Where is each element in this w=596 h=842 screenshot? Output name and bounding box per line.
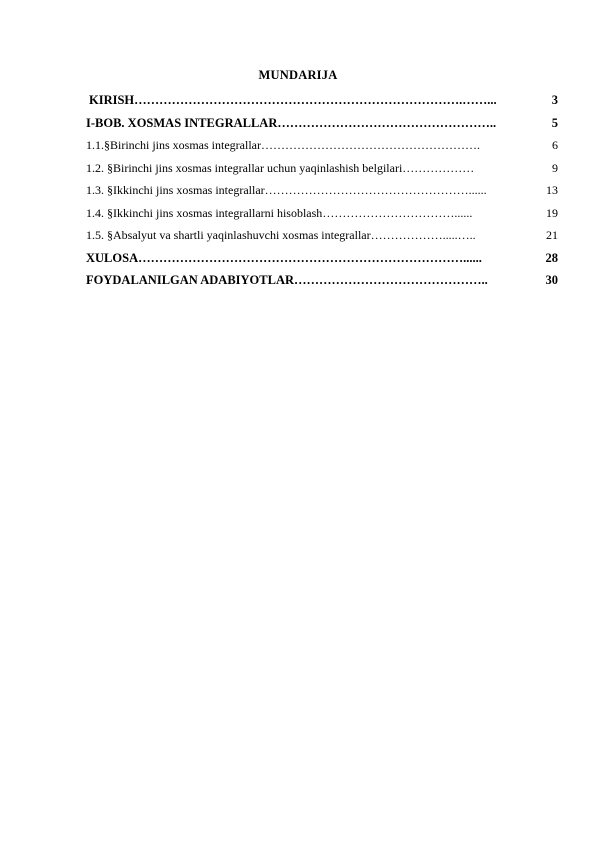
toc-entry-label: XULOSA [86,250,139,265]
toc-entry-label: 1.3. §Ikkinchi jins xosmas integrallar [86,183,265,197]
toc-entry-label: FOYDALANILGAN ADABIYOTLAR [86,273,295,287]
table-of-contents [86,89,558,292]
toc-entry-page: 28 [545,250,558,265]
toc-entry-leader: ………………………………………………. [260,138,480,152]
toc-entry-page: 21 [546,228,558,242]
toc-entry-leader: …………………………………………………………………….……... [134,93,497,107]
toc-entry-leader: ……………………………………………………………………...... [138,250,482,265]
toc-entry-page: 6 [552,138,558,152]
toc-entry-references [86,269,558,292]
toc-entry-leader: ……………………………………….. [294,273,488,287]
page-title: MUNDARIJA [258,68,338,82]
toc-entry-leader: ……………….....….. [370,228,476,242]
toc-entry-label: 1.2. §Birinchi jins xosmas integrallar uchun yaqinlashish belgilari [86,160,403,175]
toc-entry-label: 1.1.§Birinchi jins xosmas integrallar [86,138,261,152]
toc-entry-page: 13 [546,183,558,197]
toc-entry-leader: ……………………………………………...... [264,183,487,197]
toc-entry-section-1-3 [86,179,558,202]
toc-entry-page: 30 [545,273,558,287]
toc-entry-section-1-5 [86,224,558,247]
toc-entry-label: I-BOB. XOSMAS INTEGRALLAR [86,115,278,130]
toc-entry-label: 1.5. §Absalyut va shartli yaqinlashuvchi xosmas integrallar [86,228,371,242]
toc-entry-leader: …………………………………………….. [277,115,497,130]
toc-entry-kirish [86,89,558,112]
toc-entry-page: 9 [552,160,558,175]
toc-entry-page: 3 [551,93,558,107]
toc-entry-page: 5 [551,115,558,130]
toc-entry-section-1-1 [86,134,558,157]
toc-entry-section-1-4 [86,202,558,225]
toc-entry-label: 1.4. §Ikkinchi jins xosmas integrallarni hisoblash [86,205,323,220]
toc-entry-leader: ……………………………...... [322,205,473,220]
toc-entry-chapter-1 [86,112,558,135]
toc-entry-section-1-2 [86,157,558,180]
toc-entry-leader: ……………… [402,160,475,175]
toc-entry-page: 19 [546,205,558,220]
toc-entry-xulosa [86,247,558,270]
toc-entry-label: KIRISH [89,93,135,107]
